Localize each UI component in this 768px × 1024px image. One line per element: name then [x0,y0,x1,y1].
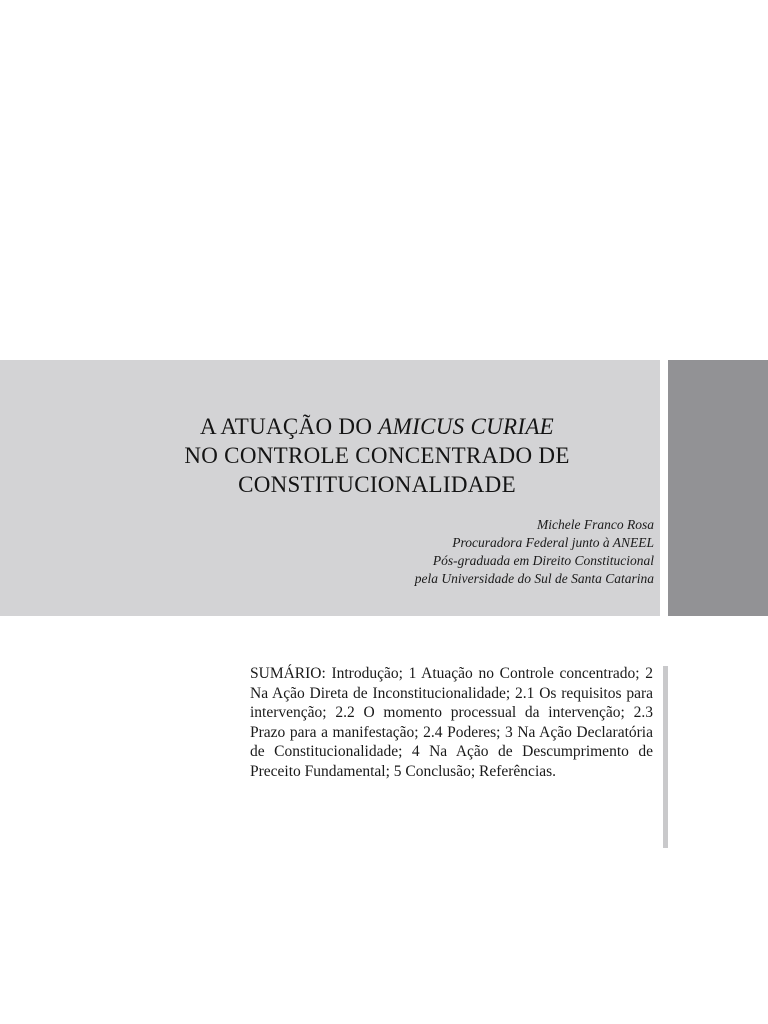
title-line-2: NO CONTROLE CONCENTRADO DE [184,443,570,468]
author-block [415,516,654,588]
article-title [0,412,754,499]
author-degree-line-2: pela Universidade do Sul de Santa Catarina [414,571,654,586]
author-role: Procuradora Federal junto à ANEEL [452,535,654,550]
title-line-3: CONSTITUCIONALIDADE [238,472,516,497]
author-name: Michele Franco Rosa [537,517,654,532]
title-line-1-prefix: A ATUAÇÃO DO [199,414,379,439]
summary-side-bar [663,666,668,848]
title-line-1-italic: AMICUS CURIAE [378,414,555,439]
author-degree-line-1: Pós-graduada em Direito Constitucional [432,553,654,568]
summary-text: SUMÁRIO: Introdução; 1 Atuação no Controle concentrado; 2 Na Ação Direta de Inconstitucionalidade; 2.1 Os requisitos para intervenção; 2.2 O momento processual da intervenção; 2.3 Prazo para a manifestação; 2.4 Poderes; 3 Na Ação Declaratória de Constitucionalidade; 4 Na Ação de Descumprimento de Preceito Fundamental; 5 Conclusão; Referências. [250,665,653,780]
title-line-1 [0,412,754,441]
